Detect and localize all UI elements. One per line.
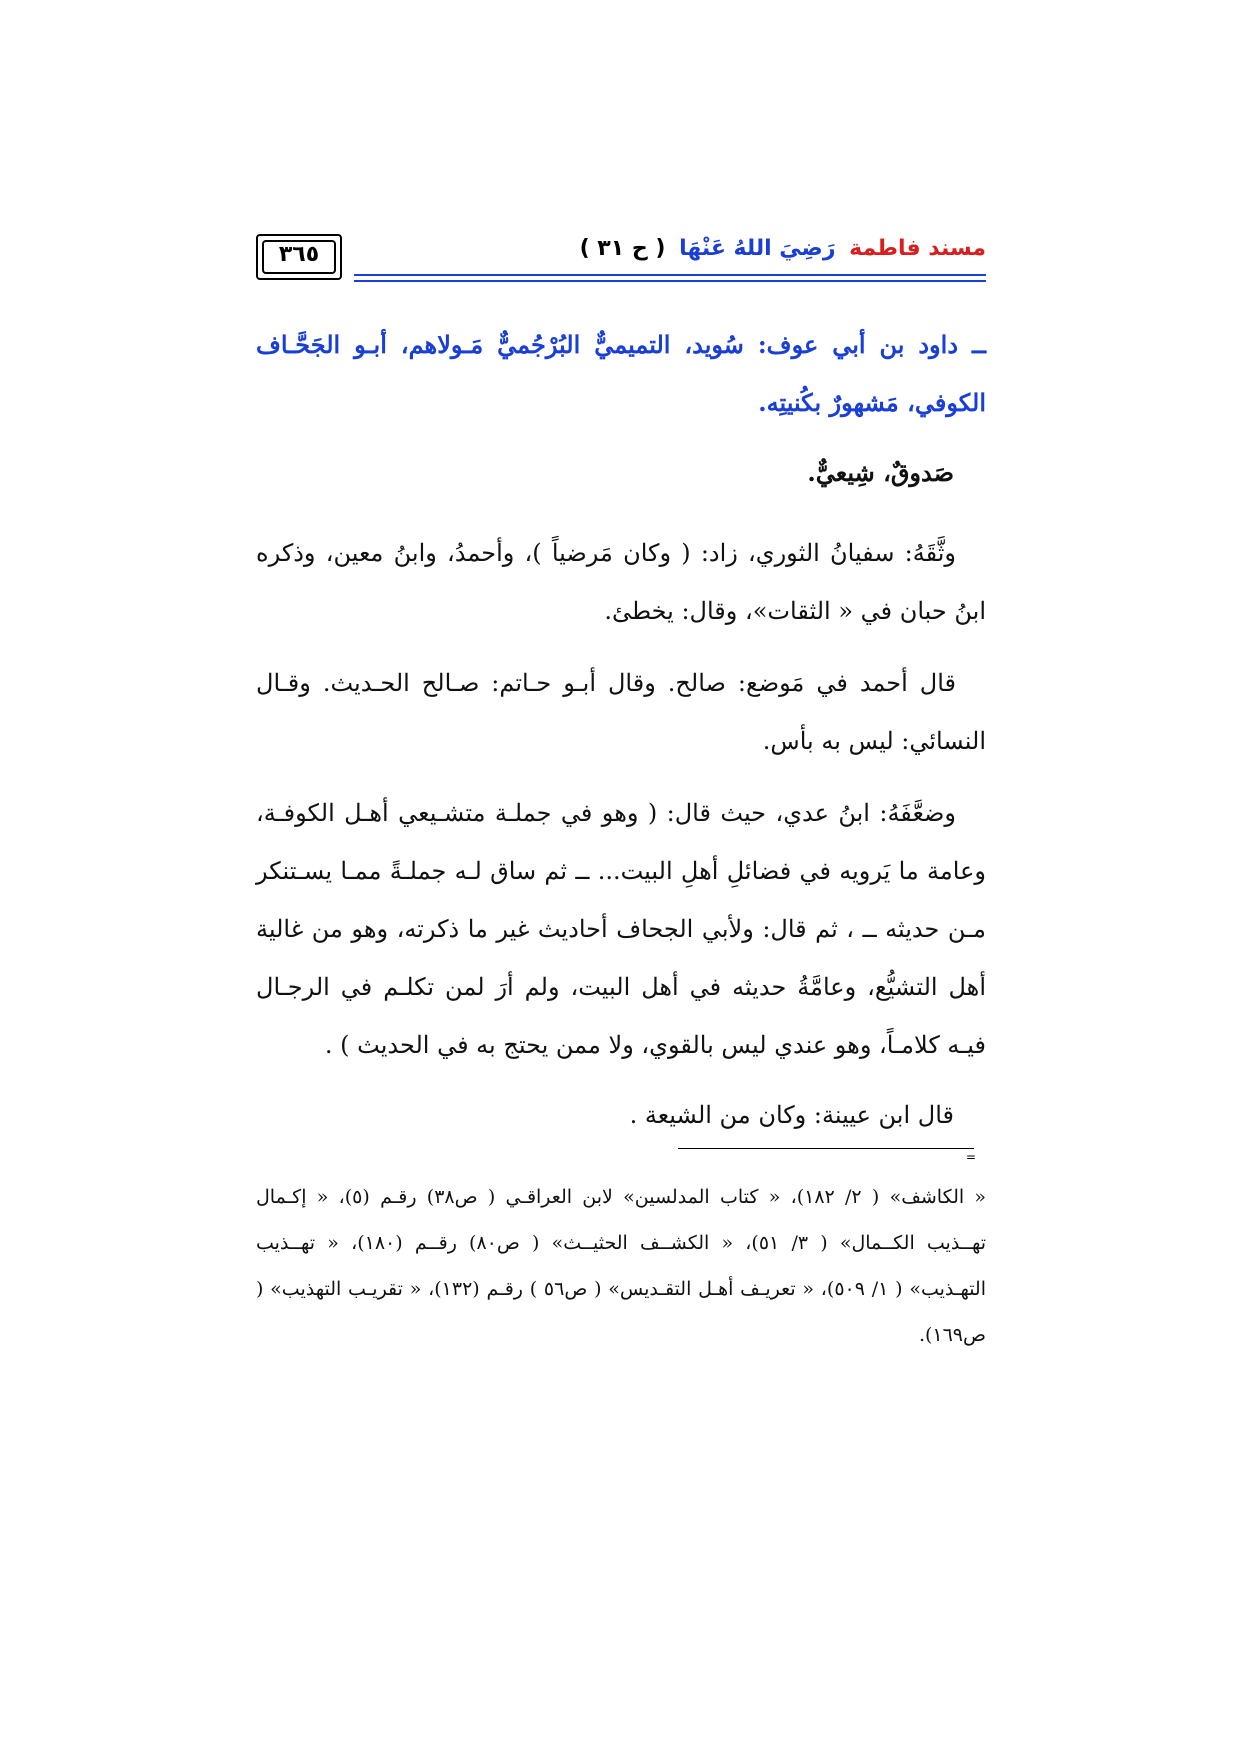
paragraph-ibn-uyayna: قال ابن عيينة: وكان من الشيعة . — [629, 1101, 954, 1129]
paragraph-grading: صَدوقٌ، شِيعيٌّ. — [807, 458, 954, 487]
footnote-continuation-marker: = — [966, 1150, 977, 1164]
header-book-title: مسند فاطمة — [849, 236, 986, 261]
header-hadith-ref: ( ح ٣١ ) — [579, 236, 666, 261]
header-rule-bottom — [354, 280, 986, 282]
header-rule-top — [354, 274, 986, 276]
footnote-separator — [678, 1148, 974, 1149]
footnote-text: « الكاشف» ( ٢/ ١٨٢)، « كتاب المدلسين» لابن العراقـي ( ص٣٨) رقـم (٥)، « إكـمال تهــذيب الكــمال» ( ٣/ ٥١)، « الكشــف الحثيــث» ( ص٨٠) رقــم (١٨٠)، « تهــذيب التهـذيب» ( ١/ ٥٠٩)، « تعريـف أهـل التقـديس» ( ص٥٦ ) رقـم (١٣٢)، « تقريـب التهذيب» ( ص١٦٩). — [256, 1186, 987, 1346]
header-title — [580, 236, 986, 261]
header-honorific: رَضِيَ اللهُ عَنْهَا — [679, 236, 836, 261]
paragraph-ahmad-opinion: قال أحمد في مَوضع: صالح. وقال أبـو حـاتم: صـالح الحـديث. وقـال النسائي: ليس به بأس. — [256, 669, 986, 755]
page-header — [256, 234, 986, 286]
paragraph-criticism: وضعَّفَهُ: ابنُ عدي، حيث قال: ( وهو في جملـة متشـيعي أهـل الكوفـة، وعامة ما يَرويه في فضائلِ أهلِ البيت... ــ ثم ساق لـه جملـةً ممـا يسـتنكر مـن حديثه ــ ، ثم قال: ولأبي الجحاف أحاديث غير ما ذكرته، وهو من غالية أهل التشيُّع، وعامَّةُ حديثه في أهل البيت، ولم أرَ لمن تكلـم في الرجـال فيـه كلامـاً، وهو عندي ليس بالقوي، ولا ممن يحتج به في الحديث ) . — [256, 799, 986, 1059]
page-number: ٣٦٥ — [278, 242, 320, 267]
page-number-frame — [256, 234, 342, 280]
paragraph-authentication: وثَّقَهُ: سفيانُ الثوري، زاد: ( وكان مَرضياً )، وأحمدُ، وابنُ معين، وذكره ابنُ حبان في « الثقات»، وقال: يخطئ. — [256, 539, 986, 625]
entry-heading: ــ داود بن أبي عوف: سُويد، التميميٌّ البُرْجُميٌّ مَـولاهم، أبـو الجَحَّـاف الكوفي، مَشهورٌ بكُنيتِه. — [256, 330, 987, 417]
